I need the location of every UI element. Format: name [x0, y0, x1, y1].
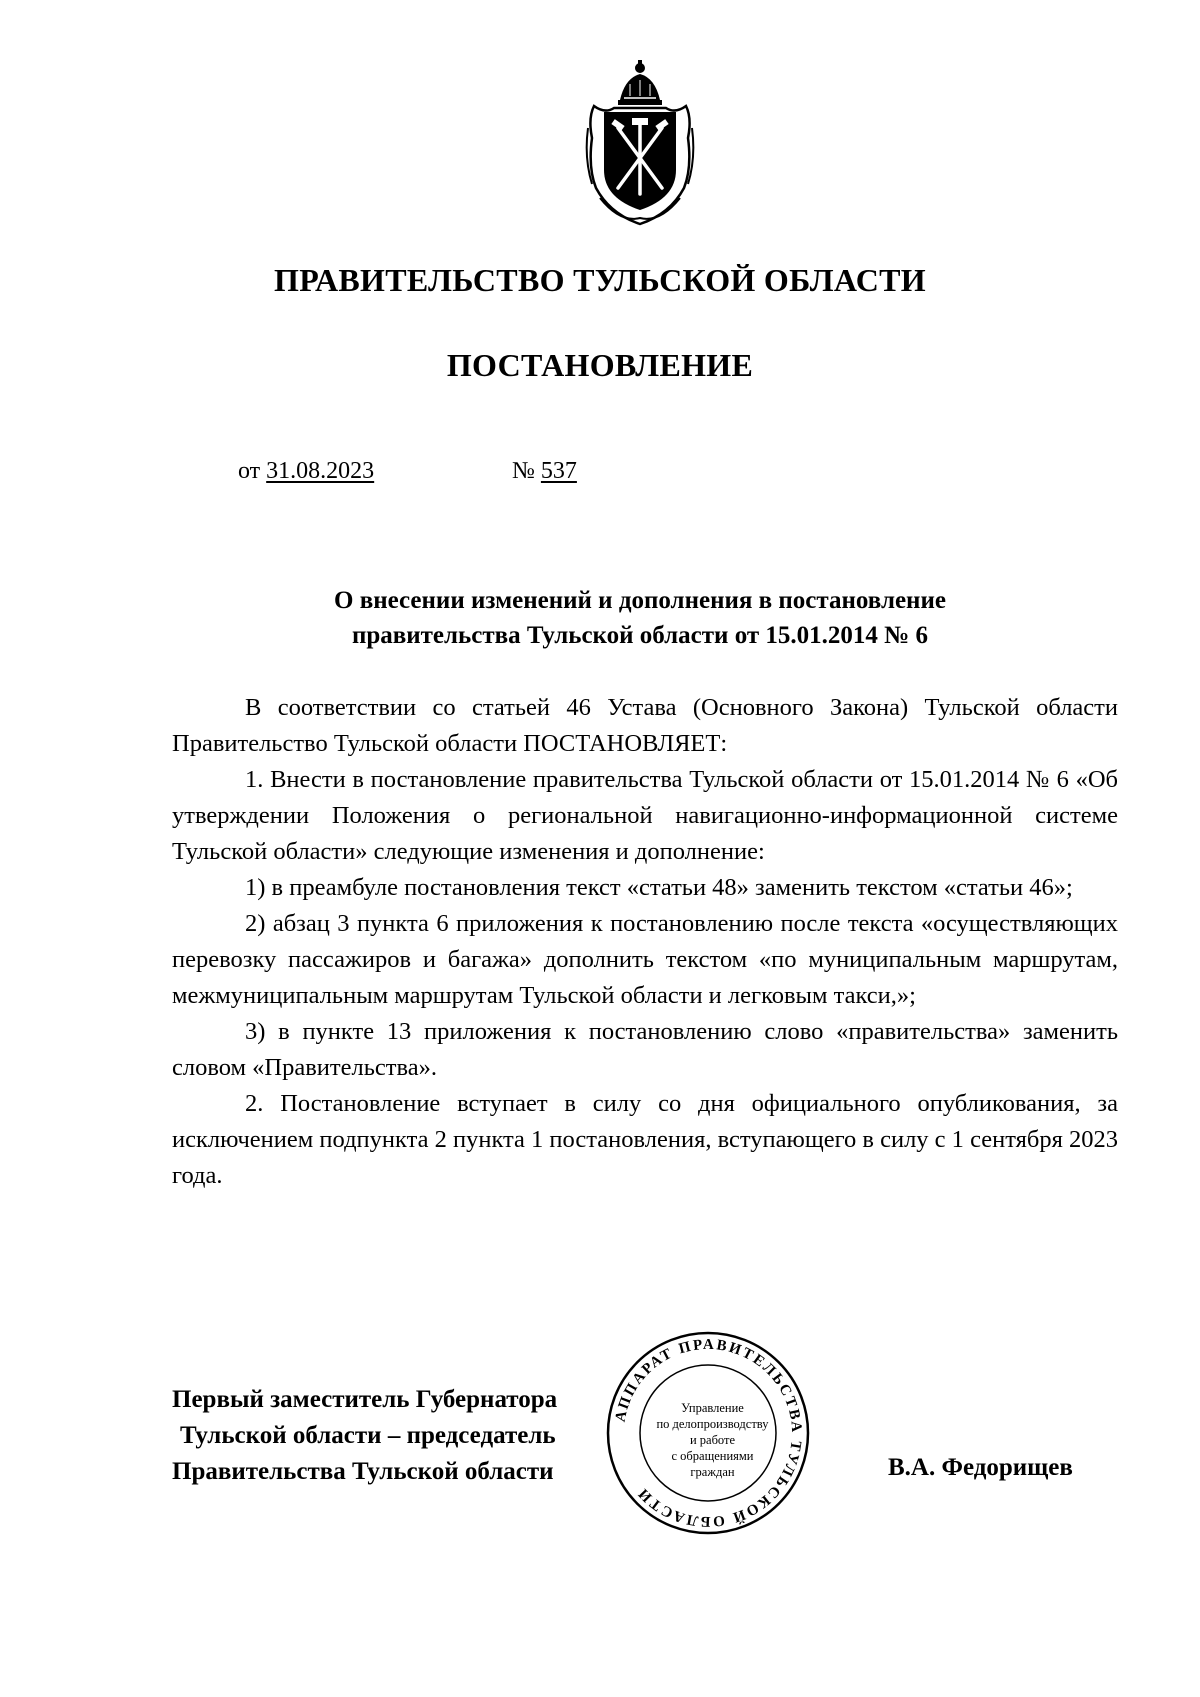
document-date — [238, 458, 374, 485]
subject-line-1: О внесении изменений и дополнения в постановление — [334, 587, 946, 614]
document-number — [512, 458, 577, 485]
number-value: 537 — [540, 458, 577, 484]
tula-coat-of-arms-icon — [580, 58, 700, 228]
stamp-line-2: по делопроизводству — [656, 1417, 769, 1431]
paragraph-subitem-1: 1) в преамбуле постановления текст «статьи 48» заменить текстом «статьи 46»; — [245, 874, 1073, 901]
signatory-title — [172, 1382, 557, 1490]
paragraph-item-2: 2. Постановление вступает в силу со дня официального опубликования, за исключением подпункта 2 пункта 1 постановления, вступающего в силу с 1 сентября 2023 года. — [172, 1090, 1118, 1189]
stamp-line-5: граждан — [690, 1465, 735, 1479]
stamp-inner-text — [650, 1400, 775, 1480]
document-subject — [240, 583, 1040, 653]
date-value: 31.08.2023 — [266, 458, 375, 484]
stamp-line-3: и работе — [689, 1433, 736, 1447]
paragraph-item-1: 1. Внести в постановление правительства Тульской области от 15.01.2014 № 6 «Об утверждении Положения о региональной навигационно-информационной системе Тульской области» следующие изменения и дополнение: — [172, 766, 1118, 865]
stamp-line-4: с обращениями — [671, 1449, 754, 1463]
number-prefix: № — [512, 458, 535, 484]
signatory-title-line-1: Первый заместитель Губернатора — [172, 1386, 558, 1413]
stamp-line-1: Управление — [681, 1401, 744, 1415]
government-title: ПРАВИТЕЛЬСТВО ТУЛЬСКОЙ ОБЛАСТИ — [274, 262, 926, 298]
signatory-title-line-3: Правительства Тульской области — [172, 1458, 554, 1485]
paragraph-preamble: В соответствии со статьей 46 Устава (Основного Закона) Тульской области Правительство Тульской области ПОСТАНОВЛЯЕТ: — [172, 694, 1118, 757]
document-type-title: ПОСТАНОВЛЕНИЕ — [446, 347, 754, 383]
subject-line-2: правительства Тульской области от 15.01.2014 № 6 — [351, 622, 929, 649]
document-body — [172, 690, 1118, 1194]
paragraph-subitem-3: 3) в пункте 13 приложения к постановлению слово «правительства» заменить словом «Правительства». — [172, 1018, 1118, 1081]
date-prefix: от — [238, 458, 261, 484]
paragraph-subitem-2: 2) абзац 3 пункта 6 приложения к постановлению после текста «осуществляющих перевозку пассажиров и багажа» дополнить текстом «по муниципальным маршрутам, межмуниципальным маршрутам Тульской области и легковым такси,»; — [172, 910, 1118, 1009]
signatory-name: В.А. Федорищев — [888, 1454, 1073, 1481]
stamp-ring-text: АППАРАТ ПРАВИТЕЛЬСТВА ТУЛЬСКОЙ ОБЛАСТИ — [612, 1336, 805, 1530]
signatory-title-line-2: Тульской области – председатель — [180, 1422, 556, 1449]
